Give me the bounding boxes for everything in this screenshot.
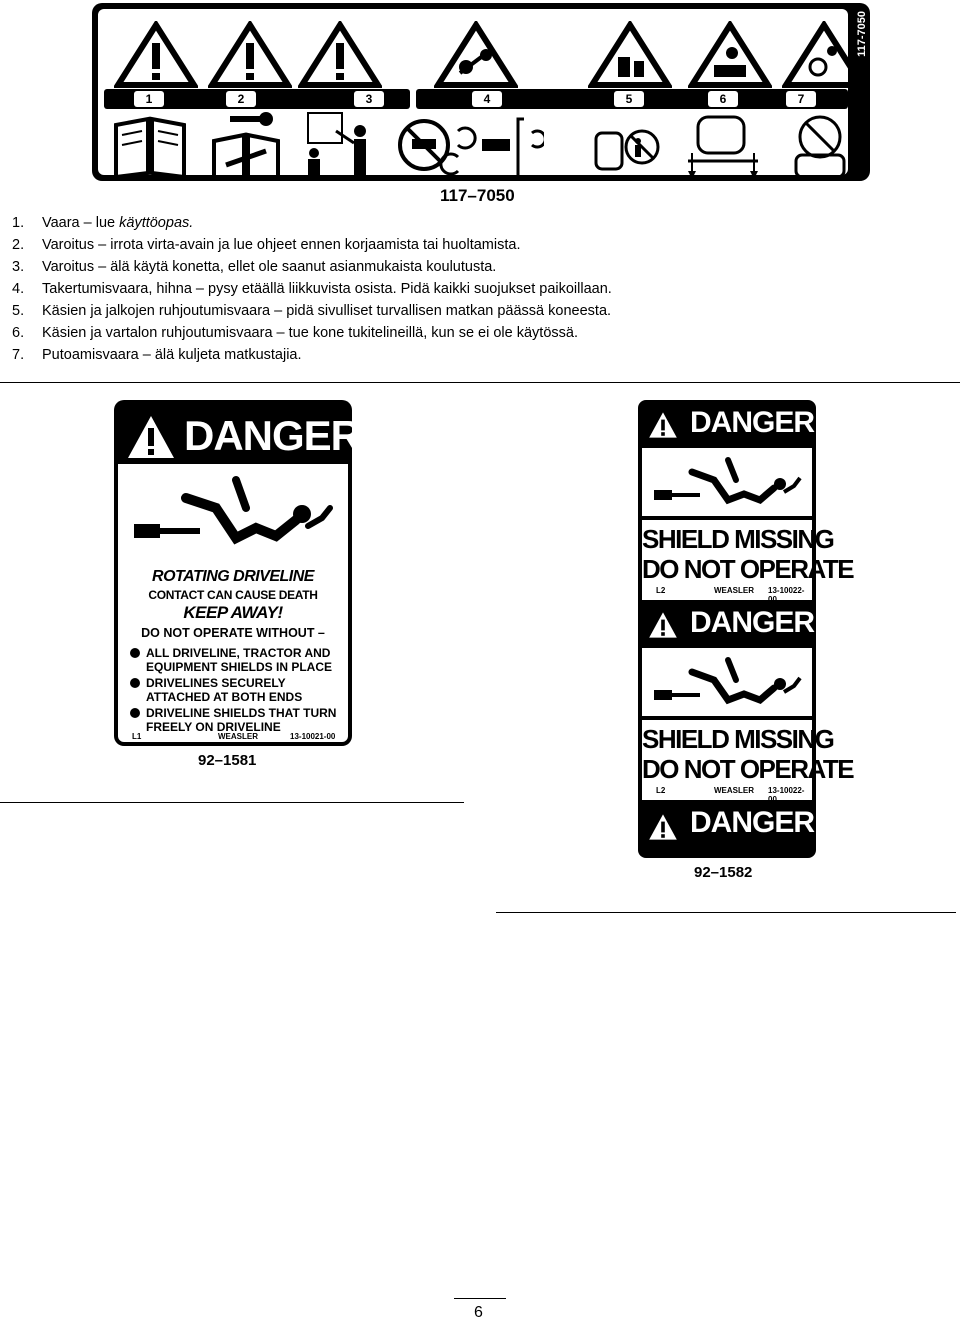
keep-hands-away-belt-icon	[394, 111, 544, 181]
hazard-panel	[642, 448, 812, 516]
decal-footer-left: L1	[132, 732, 142, 741]
decal-footer-mid: WEASLER	[218, 732, 258, 741]
keep-bystanders-away-icon	[592, 111, 662, 181]
callout-number: 2	[226, 91, 256, 107]
danger-title: DANGER	[184, 412, 361, 459]
do-not-operate-text: DO NOT OPERATE	[642, 754, 854, 784]
decal-footer-left: L2	[656, 786, 666, 795]
no-riders-icon	[788, 111, 852, 181]
safety-decal-117-7050	[92, 3, 870, 181]
decal-panel	[98, 9, 848, 175]
callout-number: 1	[134, 91, 164, 107]
hazard-line: KEEP AWAY!	[183, 603, 283, 622]
decal-footer-right: 13-10022-00	[768, 586, 805, 604]
decal-footer-left: L2	[656, 586, 666, 595]
hazard-line: ROTATING DRIVELINE	[152, 568, 314, 585]
decal-footer-right: 13-10021-00	[290, 732, 336, 741]
list-item: 2. Varoitus – irrota virta-avain ja lue ohjeet ennen korjaamista tai huoltamista.	[12, 237, 521, 253]
crushing-body-icon	[688, 21, 772, 89]
entangled-person-icon	[126, 468, 340, 554]
bullet-item: ALL DRIVELINE, TRACTOR AND EQUIPMENT SHIELDS IN PLACE	[130, 646, 332, 674]
list-item: 5. Käsien ja jalkojen ruhjoutumisvaara – pidä sivulliset turvallisen matkan päässä koneesta.	[12, 303, 612, 319]
callout-number: 4	[472, 91, 502, 107]
list-item: 3. Varoitus – älä käytä konetta, ellet ole saanut asianmukaista koulutusta.	[12, 259, 497, 275]
hazard-line: DO NOT OPERATE WITHOUT –	[141, 626, 325, 640]
warning-triangle-icon	[208, 21, 292, 89]
bullet-item: DRIVELINES SECURELY ATTACHED AT BOTH ENDS	[130, 676, 302, 704]
danger-triangle-icon	[648, 812, 678, 842]
danger-decal-92-1582	[638, 400, 854, 858]
page-number: 6	[474, 1304, 483, 1321]
hazard-panel	[642, 648, 812, 716]
decal-code-117-7050: 117–7050	[440, 186, 515, 205]
list-item: 4. Takertumisvaara, hihna – pysy etäällä liikkuvista osista. Pidä kaikki suojukset paikoillaan.	[12, 281, 612, 297]
danger-triangle-icon	[648, 410, 678, 440]
danger-title: DANGER	[690, 406, 815, 439]
list-item: 6. Käsien ja vartalon ruhjoutumisvaara – tue kone tukitelineillä, kun se ei ole käytössä.	[12, 325, 578, 341]
danger-decal-92-1581	[114, 400, 361, 746]
do-not-operate-text: DO NOT OPERATE	[642, 554, 854, 584]
read-manual-icon	[110, 111, 190, 181]
decal-footer-mid: WEASLER	[714, 586, 754, 595]
crushing-hand-foot-icon	[588, 21, 672, 89]
decal-code-92-1581: 92–1581	[198, 752, 257, 769]
callout-number: 7	[786, 91, 816, 107]
callout-number: 5	[614, 91, 644, 107]
entanglement-belt-icon	[434, 21, 518, 89]
divider	[496, 912, 956, 913]
warning-triangle-icon	[298, 21, 382, 89]
danger-title: DANGER	[690, 606, 815, 639]
shield-warning-panel	[642, 520, 854, 604]
shield-missing-text: SHIELD MISSING	[642, 724, 834, 754]
shield-warning-panel	[642, 720, 854, 804]
fall-hazard-icon	[782, 21, 866, 89]
bullet-item: DRIVELINE SHIELDS THAT TURN FREELY ON DRIVELINE	[130, 706, 336, 734]
training-icon	[294, 111, 384, 181]
callout-number: 6	[708, 91, 738, 107]
danger-triangle-icon	[126, 414, 176, 460]
divider	[0, 802, 464, 803]
warning-triangle-icon	[114, 21, 198, 89]
remove-key-manual-icon	[206, 111, 286, 181]
decal-code-92-1582: 92–1582	[694, 864, 753, 881]
page-number-rule	[454, 1298, 506, 1299]
danger-triangle-icon	[648, 610, 678, 640]
callout-number: 3	[354, 91, 384, 107]
entangled-person-icon	[648, 652, 806, 712]
decal-id-vertical: 117-7050	[856, 11, 868, 57]
shield-missing-text: SHIELD MISSING	[642, 524, 834, 554]
entangled-person-icon	[648, 452, 806, 512]
danger-title: DANGER	[690, 806, 815, 839]
divider	[0, 382, 960, 383]
support-stands-icon	[678, 111, 768, 181]
hazard-line: CONTACT CAN CAUSE DEATH	[148, 588, 318, 602]
decal-body	[118, 464, 348, 742]
decal-footer-right: 13-10022-00	[768, 786, 805, 804]
decal-legend-list	[12, 212, 612, 366]
list-item: 7. Putoamisvaara – älä kuljeta matkustajia.	[12, 347, 302, 363]
list-item: 1. Vaara – lue käyttöopas.	[12, 215, 194, 231]
decal-footer-mid: WEASLER	[714, 786, 754, 795]
